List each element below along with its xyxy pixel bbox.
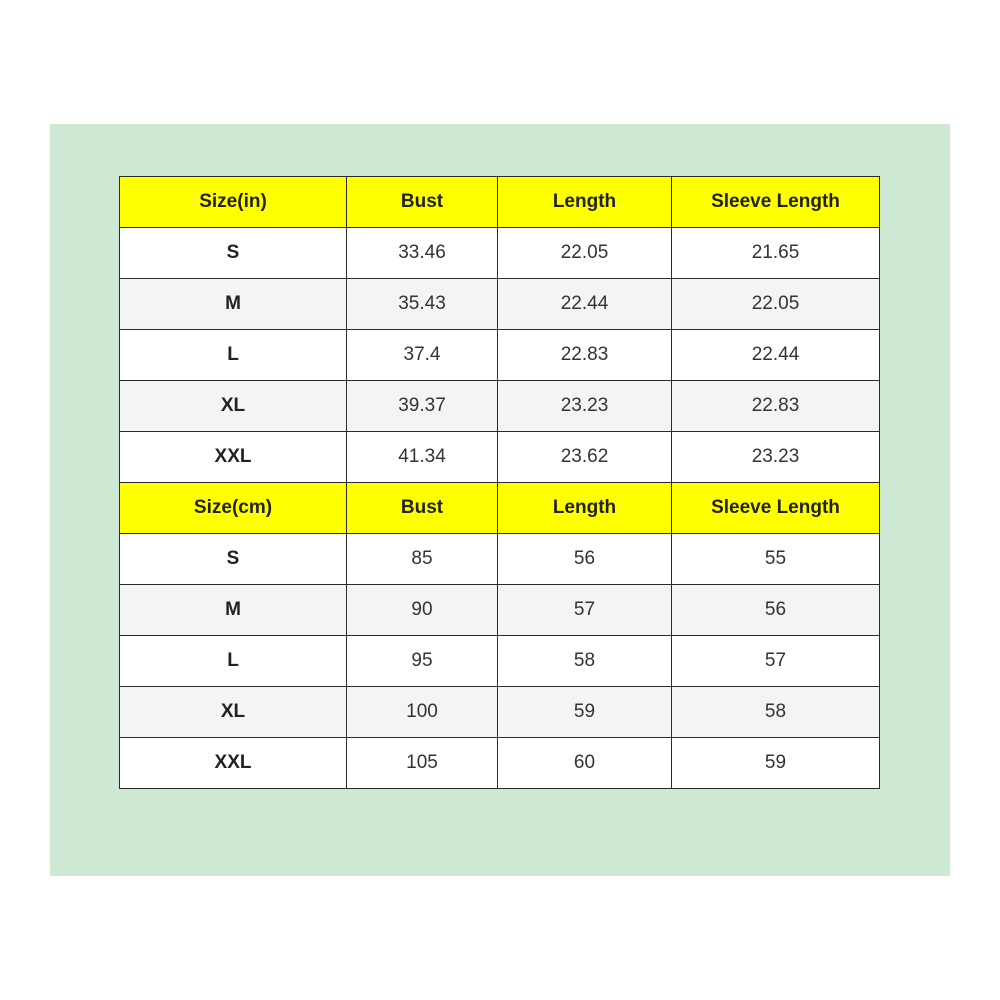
bust-cell: 41.34 <box>347 432 498 483</box>
size-cell: S <box>120 228 347 279</box>
header-sleeve-length: Sleeve Length <box>672 483 880 534</box>
size-cell: XXL <box>120 432 347 483</box>
size-cell: XL <box>120 687 347 738</box>
cm-header-row <box>120 483 880 534</box>
sleeve-cell: 22.05 <box>672 279 880 330</box>
size-cell: M <box>120 585 347 636</box>
sleeve-cell: 22.44 <box>672 330 880 381</box>
bust-cell: 37.4 <box>347 330 498 381</box>
length-cell: 60 <box>498 738 672 789</box>
length-cell: 58 <box>498 636 672 687</box>
length-cell: 22.44 <box>498 279 672 330</box>
bust-cell: 100 <box>347 687 498 738</box>
header-bust: Bust <box>347 483 498 534</box>
size-cell: L <box>120 636 347 687</box>
sleeve-cell: 58 <box>672 687 880 738</box>
sleeve-cell: 22.83 <box>672 381 880 432</box>
header-bust: Bust <box>347 177 498 228</box>
sleeve-cell: 21.65 <box>672 228 880 279</box>
length-cell: 22.83 <box>498 330 672 381</box>
size-cell: M <box>120 279 347 330</box>
table-row <box>120 228 880 279</box>
sleeve-cell: 57 <box>672 636 880 687</box>
length-cell: 22.05 <box>498 228 672 279</box>
bust-cell: 90 <box>347 585 498 636</box>
table-row <box>120 534 880 585</box>
length-cell: 59 <box>498 687 672 738</box>
length-cell: 56 <box>498 534 672 585</box>
table-row <box>120 432 880 483</box>
bust-cell: 39.37 <box>347 381 498 432</box>
header-length: Length <box>498 177 672 228</box>
bust-cell: 33.46 <box>347 228 498 279</box>
header-size-in: Size(in) <box>120 177 347 228</box>
size-chart-table <box>119 176 880 789</box>
header-length: Length <box>498 483 672 534</box>
sleeve-cell: 55 <box>672 534 880 585</box>
size-cell: XL <box>120 381 347 432</box>
table-row <box>120 636 880 687</box>
length-cell: 23.62 <box>498 432 672 483</box>
bust-cell: 85 <box>347 534 498 585</box>
sleeve-cell: 59 <box>672 738 880 789</box>
table-row <box>120 585 880 636</box>
sleeve-cell: 56 <box>672 585 880 636</box>
length-cell: 57 <box>498 585 672 636</box>
bust-cell: 105 <box>347 738 498 789</box>
size-cell: XXL <box>120 738 347 789</box>
length-cell: 23.23 <box>498 381 672 432</box>
header-size-cm: Size(cm) <box>120 483 347 534</box>
size-cell: S <box>120 534 347 585</box>
bust-cell: 35.43 <box>347 279 498 330</box>
bust-cell: 95 <box>347 636 498 687</box>
size-cell: L <box>120 330 347 381</box>
table-row <box>120 738 880 789</box>
table-row <box>120 381 880 432</box>
table-row <box>120 279 880 330</box>
header-sleeve-length: Sleeve Length <box>672 177 880 228</box>
table-row <box>120 687 880 738</box>
table-row <box>120 330 880 381</box>
inch-header-row <box>120 177 880 228</box>
sleeve-cell: 23.23 <box>672 432 880 483</box>
